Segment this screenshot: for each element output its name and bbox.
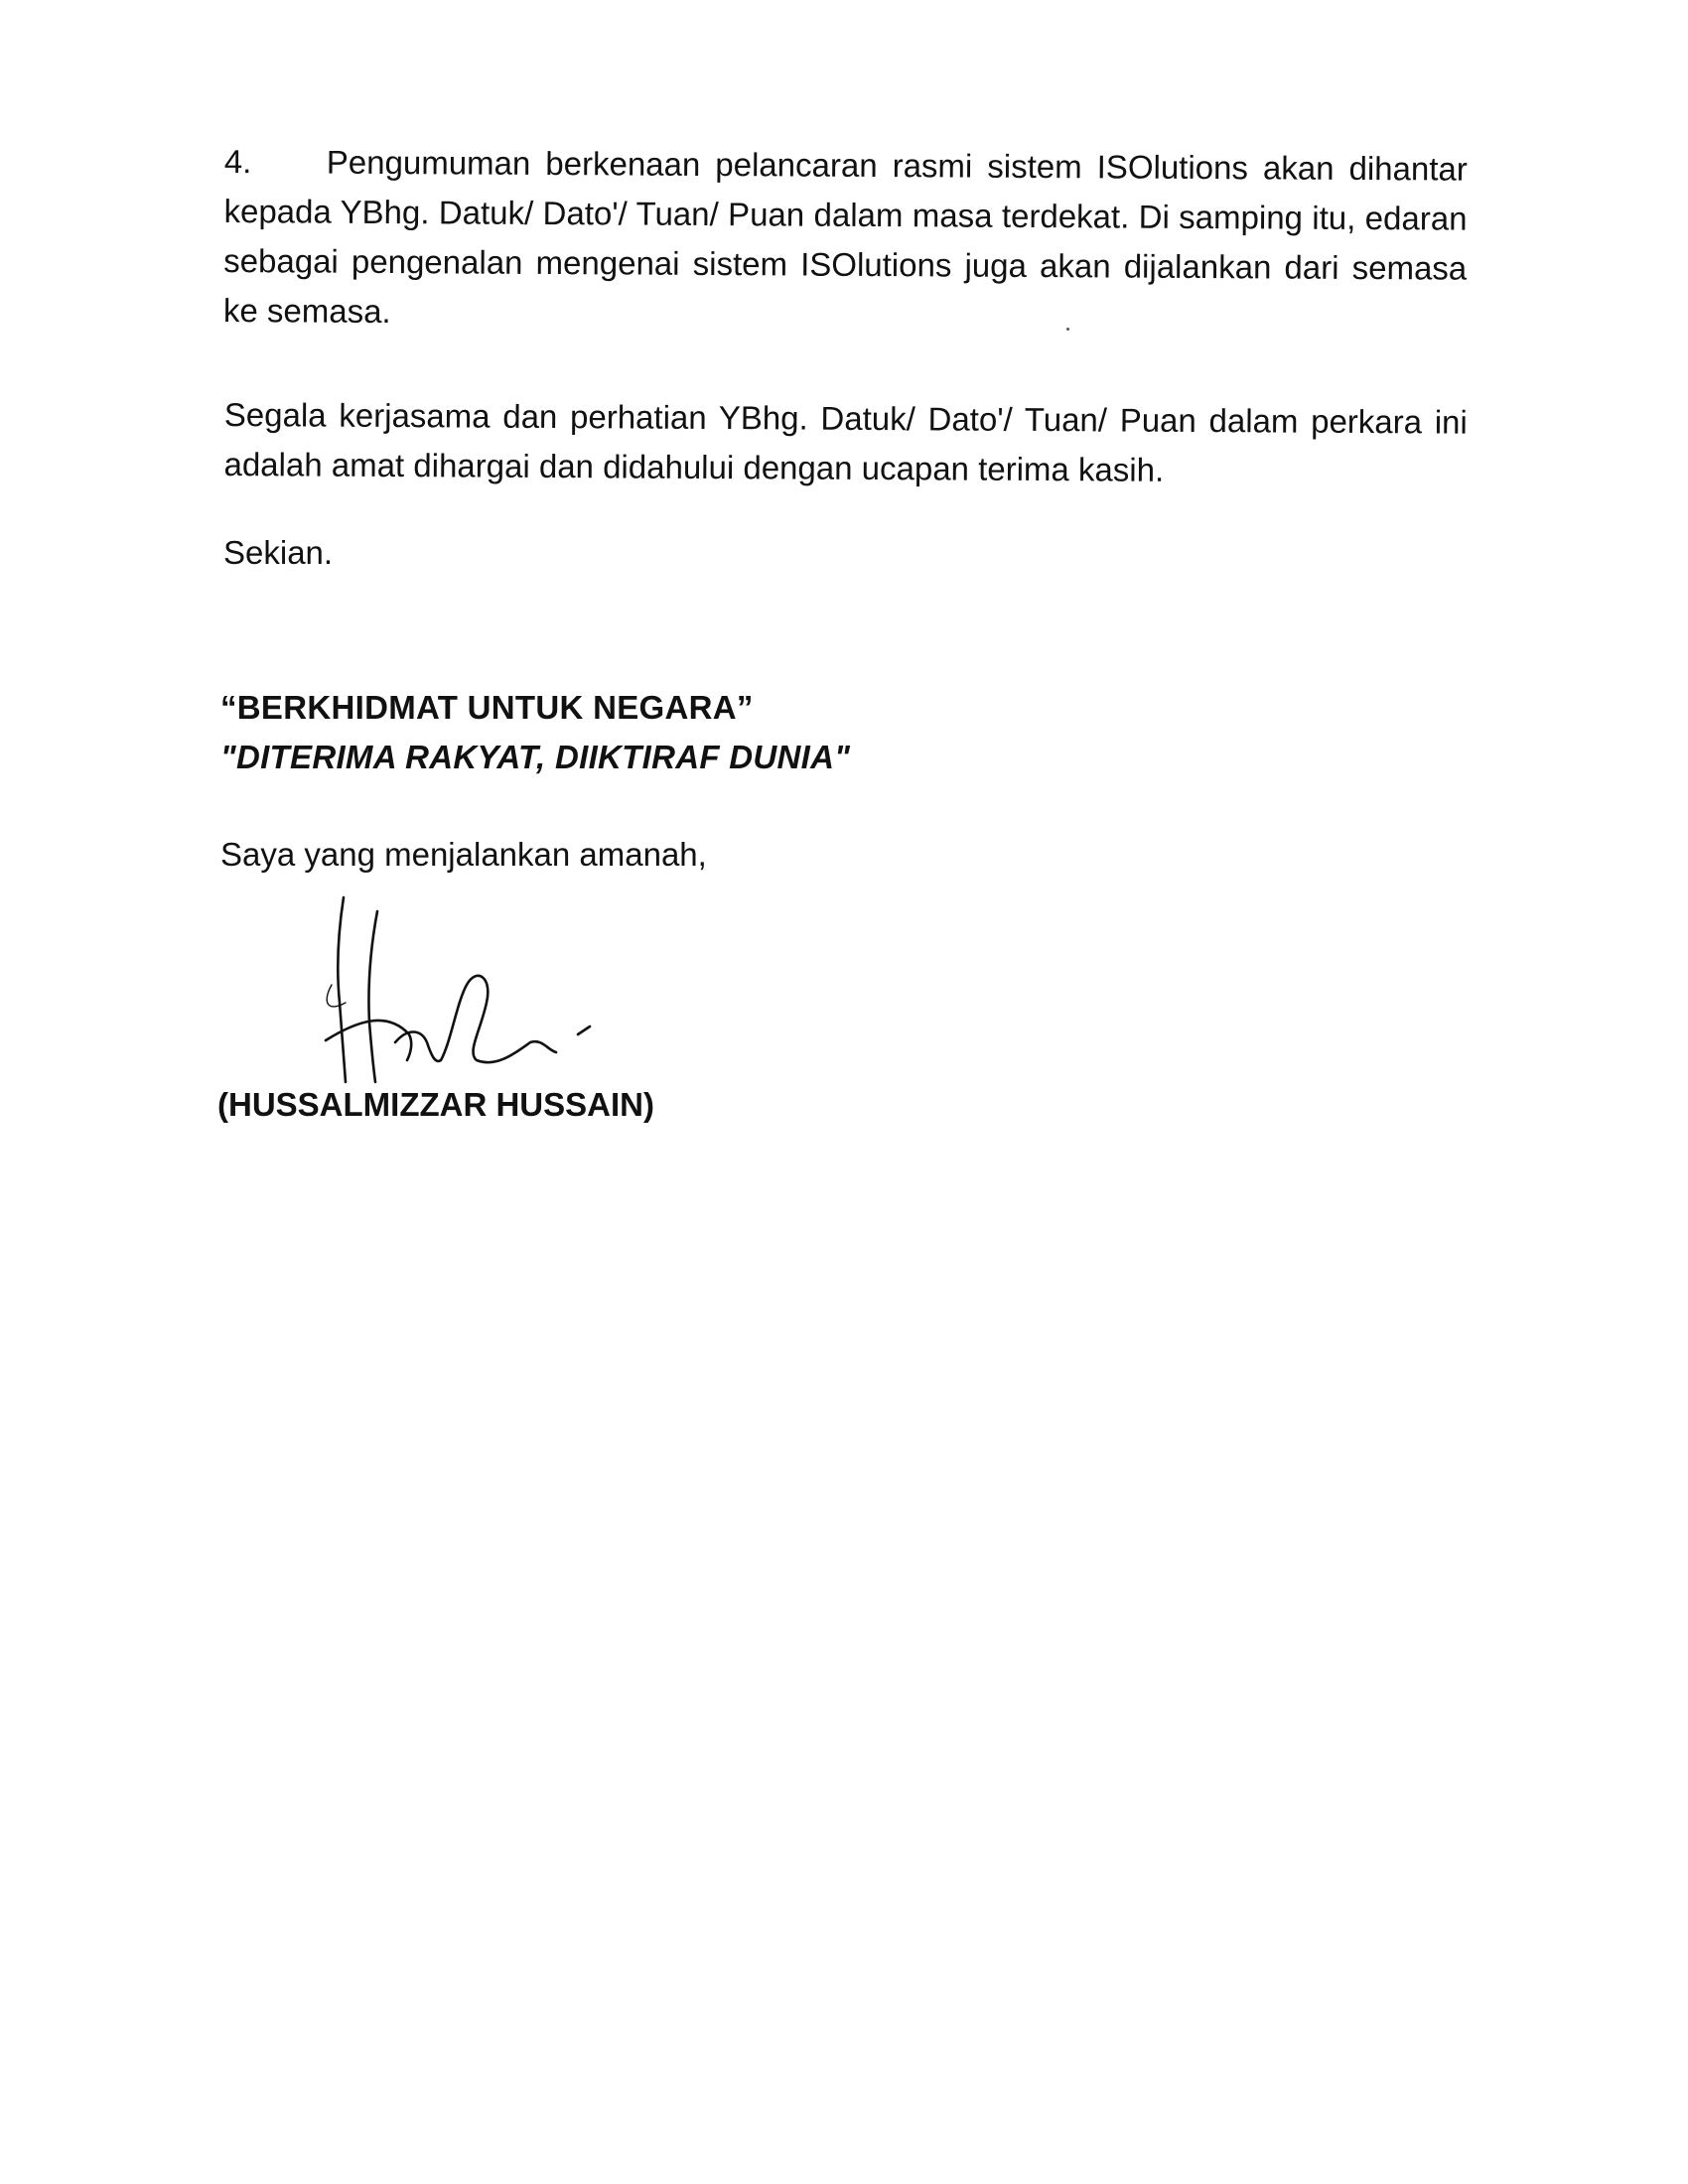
scan-speck — [1066, 328, 1069, 331]
signer-name: (HUSSALMIZZAR HUSSAIN) — [217, 1086, 654, 1123]
motto-diterima: "DITERIMA RAKYAT, DIIKTIRAF DUNIA" — [220, 739, 851, 775]
paragraph-4 — [223, 137, 1468, 343]
handwritten-signature — [318, 893, 596, 1092]
sign-off: Sekian. — [223, 534, 334, 571]
closing-paragraph: Segala kerjasama dan perhatian YBhg. Datuk/ Dato'/ Tuan/ Puan dalam perkara ini adalah amat dihargai dan didahului dengan ucapan terima kasih. — [223, 395, 1468, 488]
motto-berkhidmat: “BERKHIDMAT UNTUK NEGARA” — [220, 689, 754, 726]
salutation: Saya yang menjalankan amanah, — [220, 836, 707, 873]
paragraph-4-text: Pengumuman berkenaan pelancaran rasmi sistem ISOlutions akan dihantar kepada YBhg. Datuk/ Dato'/ Tuan/ Puan dalam masa terdekat. Di samping itu, edaran sebagai pengenalan mengenai sistem ISOlutions juga akan dijalankan dari semasa ke semasa. — [222, 143, 1468, 331]
paragraph-number: 4. — [223, 142, 252, 181]
